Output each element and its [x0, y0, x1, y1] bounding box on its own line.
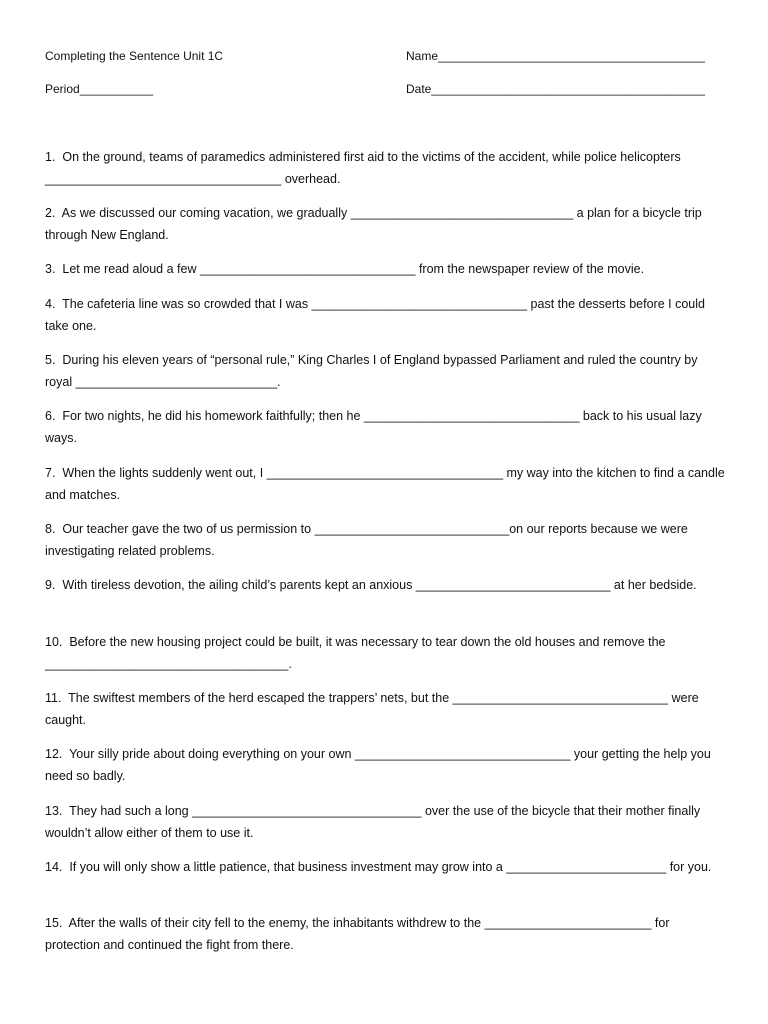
question-15: 15. After the walls of their city fell to the enemy, the inhabitants withdrew to the ________________________ for protection and continued the fight from there.: [45, 916, 673, 952]
question-14: 14. If you will only show a little patience, that business investment may grow into a _______________________ for you.: [45, 860, 712, 874]
question-10: 10. Before the new housing project could be built, it was necessary to tear down the old houses and remove the ___________________________________.: [45, 635, 669, 671]
question-12: 12. Your silly pride about doing everything on your own _______________________________ your getting the help you need so badly.: [45, 747, 715, 783]
question-6: 6. For two nights, he did his homework faithfully; then he _______________________________ back to his usual lazy ways.: [45, 409, 706, 445]
question-9: 9. With tireless devotion, the ailing child’s parents kept an anxious ____________________________ at her bedside.: [45, 578, 697, 592]
name-field: Name________________________________________: [406, 49, 705, 63]
question-2: 2. As we discussed our coming vacation, we gradually ________________________________ a plan for a bicycle trip through New England.: [45, 206, 706, 242]
question-1: 1. On the ground, teams of paramedics administered first aid to the victims of the accident, while police helicopters __________________________________ overhead.: [45, 150, 685, 186]
question-list: [45, 146, 729, 968]
period-field: Period___________: [45, 82, 154, 96]
question-8: 8. Our teacher gave the two of us permission to ____________________________on our reports because we were investigating related problems.: [45, 522, 692, 558]
question-3: 3. Let me read aloud a few _______________________________ from the newspaper review of the movie.: [45, 262, 645, 276]
question-5: 5. During his eleven years of “personal rule,” King Charles I of England bypassed Parliament and ruled the country by royal _____________________________.: [45, 353, 701, 389]
question-4: 4. The cafeteria line was so crowded that I was _______________________________ past the desserts before I could take one.: [45, 297, 709, 333]
question-7: 7. When the lights suddenly went out, I __________________________________ my way into the kitchen to find a candle and matches.: [45, 466, 729, 502]
worksheet-title: Completing the Sentence Unit 1C: [45, 49, 224, 63]
question-11: 11. The swiftest members of the herd escaped the trappers’ nets, but the _______________________________ were caught.: [45, 691, 703, 727]
question-13: 13. They had such a long _________________________________ over the use of the bicycle that their mother finally wouldn’t allow either of them to use it.: [45, 804, 704, 840]
date-field: Date_________________________________________: [406, 82, 705, 96]
